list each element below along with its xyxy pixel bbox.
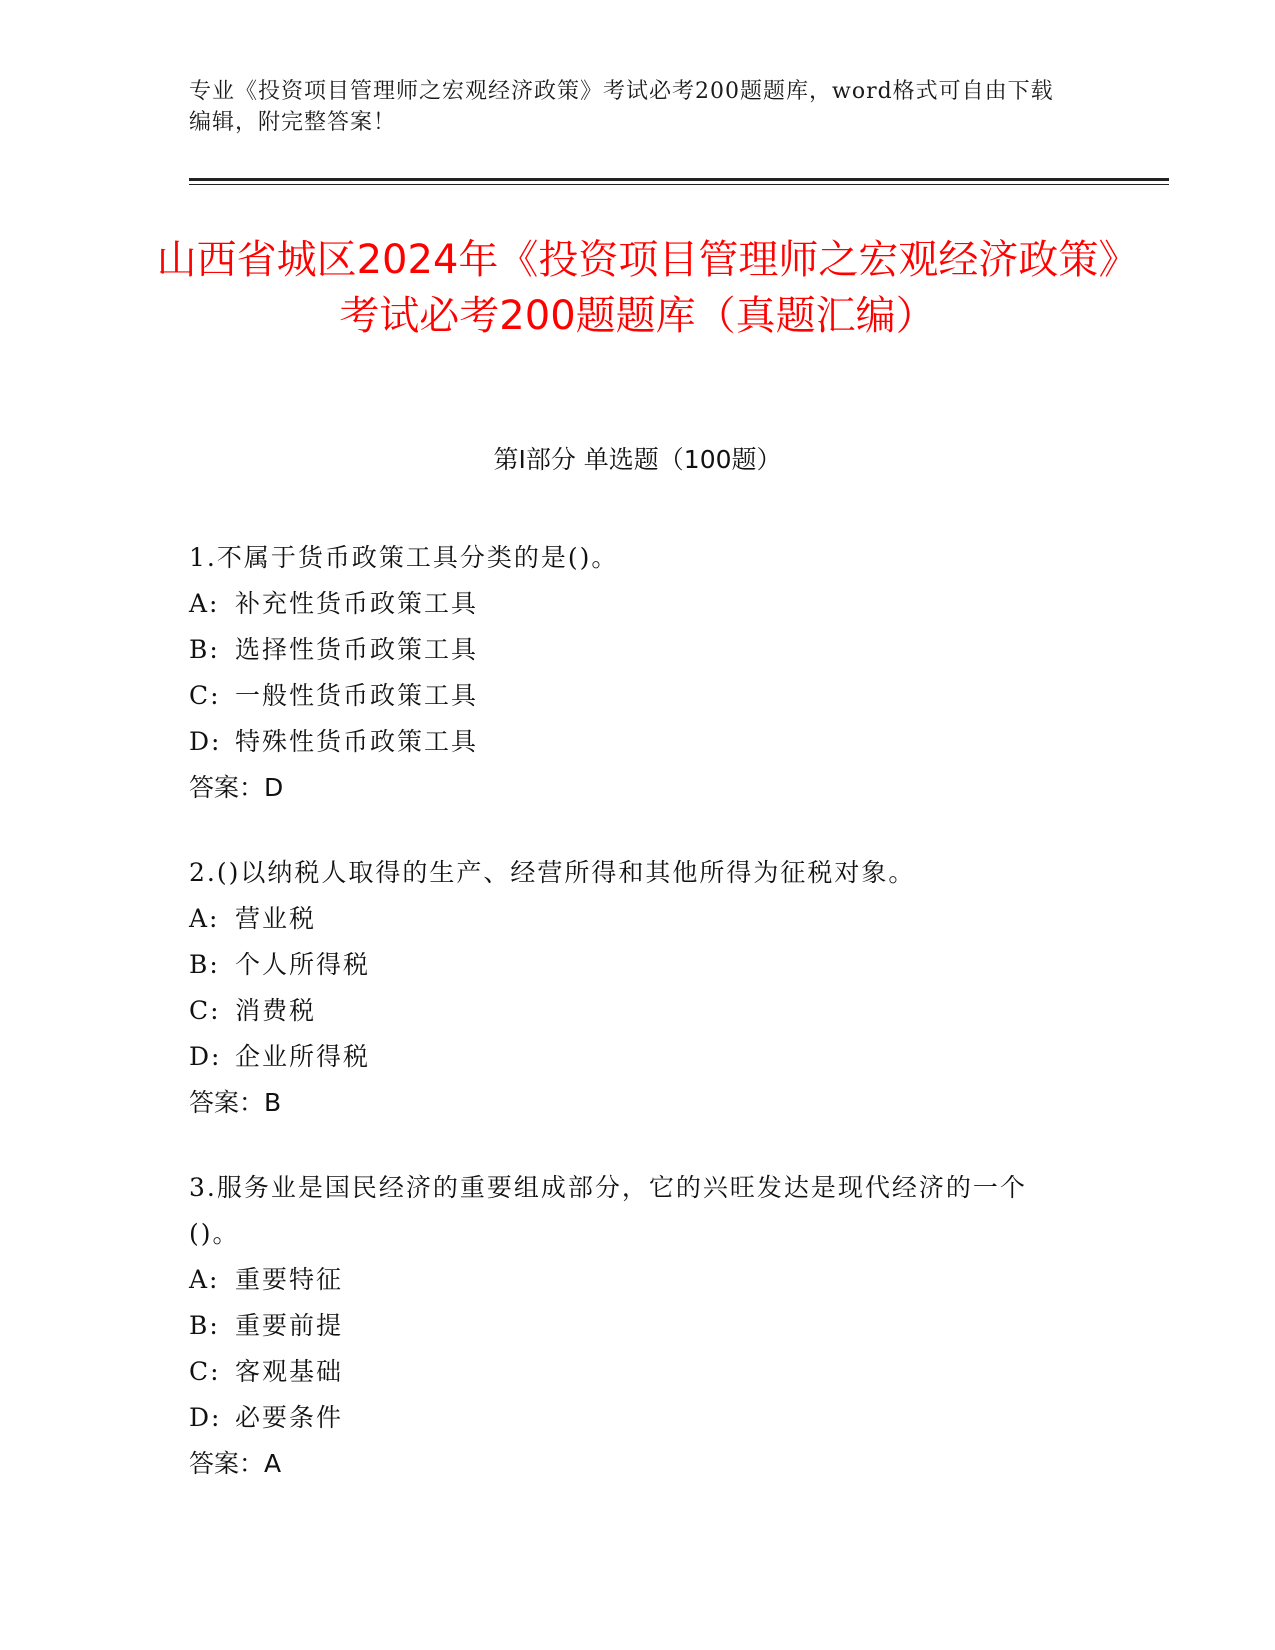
- option-a: [189, 581, 1069, 627]
- option-c: [189, 673, 1069, 719]
- question-1: [189, 535, 1069, 811]
- document-title: 山西省城区2024年《投资项目管理师之宏观经济政策》考试必考200题题库（真题汇编）: [156, 237, 1119, 339]
- option-b: [189, 627, 1069, 673]
- option-d: [189, 1034, 1069, 1080]
- option-text: 重要特征: [235, 1265, 344, 1294]
- option-letter: C:: [189, 996, 221, 1025]
- option-text: 一般性货币政策工具: [235, 681, 479, 710]
- question-2: [189, 850, 1069, 1126]
- option-letter: C:: [189, 1357, 221, 1386]
- option-letter: A:: [189, 589, 220, 618]
- option-letter: C:: [189, 681, 221, 710]
- header-rule-thin: [189, 184, 1169, 185]
- option-text: 重要前提: [235, 1311, 344, 1340]
- option-text: 企业所得税: [235, 1042, 371, 1071]
- option-d: [189, 1395, 1069, 1441]
- option-text: 必要条件: [235, 1403, 344, 1432]
- answer: 答案：A: [189, 1449, 282, 1478]
- answer: 答案：D: [189, 773, 284, 802]
- header-rule-thick: [189, 178, 1169, 181]
- answer: 答案：B: [189, 1088, 282, 1117]
- question-stem: 3.服务业是国民经济的重要组成部分，它的兴旺发达是现代经济的一个()。: [189, 1173, 1027, 1248]
- option-c: [189, 1349, 1069, 1395]
- option-letter: D:: [189, 1403, 222, 1432]
- option-letter: A:: [189, 904, 220, 933]
- option-letter: B:: [189, 635, 220, 664]
- option-b: [189, 1303, 1069, 1349]
- option-letter: B:: [189, 950, 220, 979]
- question-list: [189, 535, 1069, 1526]
- option-letter: D:: [189, 1042, 222, 1071]
- option-letter: B:: [189, 1311, 220, 1340]
- option-c: [189, 988, 1069, 1034]
- option-letter: D:: [189, 727, 222, 756]
- option-b: [189, 942, 1069, 988]
- option-a: [189, 896, 1069, 942]
- option-text: 补充性货币政策工具: [235, 589, 479, 618]
- option-d: [189, 719, 1069, 765]
- section-heading: 第I部分 单选题（100题）: [493, 445, 782, 474]
- option-letter: A:: [189, 1265, 220, 1294]
- option-a: [189, 1257, 1069, 1303]
- question-stem: 1.不属于货币政策工具分类的是()。: [189, 543, 619, 572]
- header-note: 专业《投资项目管理师之宏观经济政策》考试必考200题题库，word格式可自由下载编辑，附完整答案！: [189, 79, 1054, 135]
- option-text: 消费税: [235, 996, 317, 1025]
- option-text: 个人所得税: [235, 950, 371, 979]
- option-text: 特殊性货币政策工具: [235, 727, 479, 756]
- option-text: 营业税: [235, 904, 317, 933]
- question-stem: 2.()以纳税人取得的生产、经营所得和其他所得为征税对象。: [189, 858, 916, 887]
- option-text: 选择性货币政策工具: [235, 635, 479, 664]
- option-text: 客观基础: [235, 1357, 344, 1386]
- question-3: [189, 1165, 1069, 1487]
